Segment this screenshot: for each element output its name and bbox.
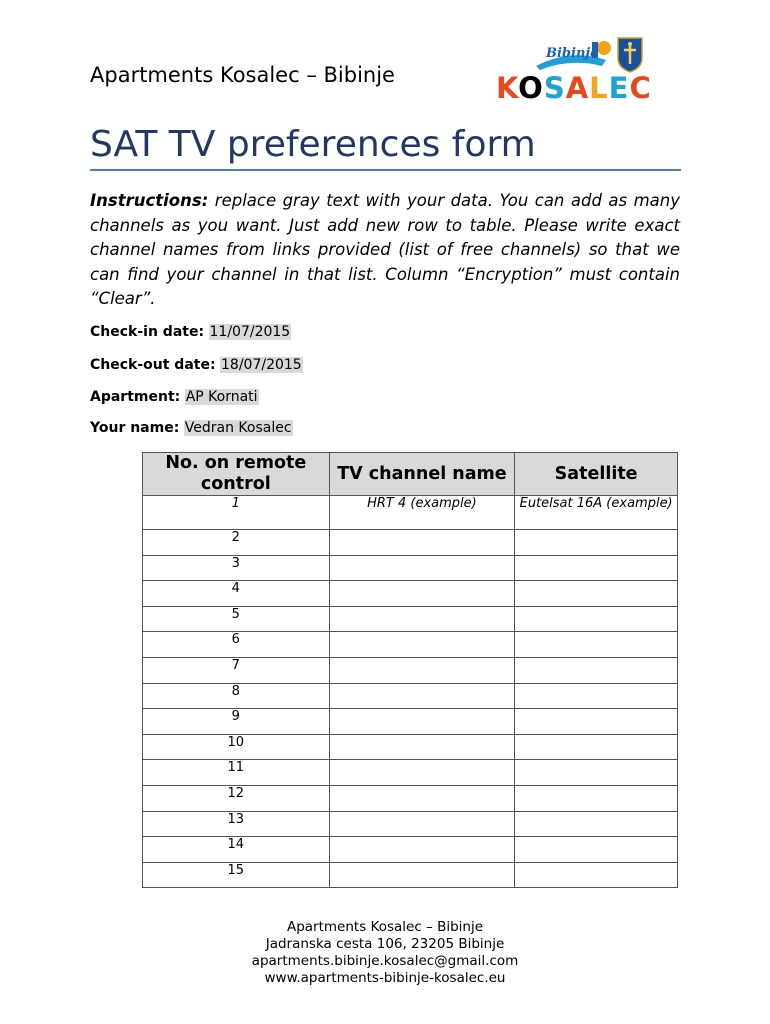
table-row: [143, 632, 678, 658]
table-row: [143, 657, 678, 683]
logo-letter: O: [518, 71, 544, 105]
table-row: [143, 811, 678, 837]
remote-number-cell: 6: [143, 632, 330, 658]
table-row: [143, 709, 678, 735]
logo-subtitle: Bibinje: [546, 46, 599, 61]
name-field: [90, 420, 293, 436]
instructions-text: replace gray text with your data. You can add as many channels as you want. Just add new row to table. Please write exact channel names from links provided (list of free channels) so that we can find your channel in that list. Column “Encryption” must contain “Clear”.: [90, 191, 680, 308]
name-value[interactable]: Vedran Kosalec: [184, 420, 292, 436]
header-remote-number: No. on remote control: [143, 453, 330, 496]
channel-name-cell[interactable]: HRT 4 (example): [329, 496, 515, 530]
remote-number-cell: 4: [143, 581, 330, 607]
header-channel-name: TV channel name: [329, 453, 515, 496]
channel-name-cell[interactable]: [329, 709, 515, 735]
kosalec-logo: [496, 36, 671, 106]
channel-name-cell[interactable]: [329, 734, 515, 760]
satellite-cell[interactable]: [515, 555, 678, 581]
remote-number-cell: 9: [143, 709, 330, 735]
remote-number-cell: 14: [143, 837, 330, 863]
remote-number-cell: 1: [143, 496, 330, 530]
header-title: Apartments Kosalec – Bibinje: [90, 63, 395, 87]
satellite-cell[interactable]: [515, 709, 678, 735]
table-header-row: [143, 453, 678, 496]
logo-letter: A: [565, 71, 590, 105]
apartment-label: Apartment:: [90, 389, 181, 405]
name-label: Your name:: [90, 420, 180, 436]
channel-name-cell[interactable]: [329, 530, 515, 556]
remote-number-cell: 13: [143, 811, 330, 837]
footer-name: Apartments Kosalec – Bibinje: [286, 919, 484, 935]
logo-letter: C: [629, 71, 652, 105]
logo-letter: L: [589, 71, 609, 105]
channel-name-cell[interactable]: [329, 606, 515, 632]
satellite-cell[interactable]: [515, 837, 678, 863]
table-row: [143, 734, 678, 760]
satellite-cell[interactable]: [515, 530, 678, 556]
satellite-cell[interactable]: [515, 632, 678, 658]
table-row: [143, 837, 678, 863]
apartment-field: [90, 389, 259, 405]
checkin-field: [90, 324, 291, 340]
checkout-label: Check-out date:: [90, 357, 216, 373]
channel-name-cell[interactable]: [329, 785, 515, 811]
satellite-cell[interactable]: [515, 657, 678, 683]
logo-letter: S: [543, 71, 566, 105]
channel-name-cell[interactable]: [329, 837, 515, 863]
table-row: [143, 530, 678, 556]
instructions-label: Instructions:: [90, 191, 209, 210]
channel-name-cell[interactable]: [329, 555, 515, 581]
checkout-field: [90, 357, 303, 373]
satellite-cell[interactable]: [515, 581, 678, 607]
channel-name-cell[interactable]: [329, 581, 515, 607]
remote-number-cell: 12: [143, 785, 330, 811]
table-row: [143, 606, 678, 632]
table-row: [143, 760, 678, 786]
channel-name-cell[interactable]: [329, 760, 515, 786]
footer-website[interactable]: www.apartments-bibinje-kosalec.eu: [264, 970, 506, 986]
table-row: [143, 683, 678, 709]
remote-number-cell: 15: [143, 862, 330, 888]
satellite-cell[interactable]: [515, 734, 678, 760]
remote-number-cell: 7: [143, 657, 330, 683]
page-title: SAT TV preferences form: [90, 124, 536, 165]
satellite-cell[interactable]: [515, 862, 678, 888]
remote-number-cell: 8: [143, 683, 330, 709]
table-row: [143, 555, 678, 581]
satellite-cell[interactable]: [515, 811, 678, 837]
channel-name-cell[interactable]: [329, 811, 515, 837]
satellite-cell[interactable]: [515, 760, 678, 786]
channel-name-cell[interactable]: [329, 657, 515, 683]
satellite-cell[interactable]: [515, 606, 678, 632]
table-row: [143, 785, 678, 811]
remote-number-cell: 2: [143, 530, 330, 556]
apartment-value[interactable]: AP Kornati: [185, 389, 258, 405]
satellite-cell[interactable]: [515, 683, 678, 709]
channels-table: [142, 452, 678, 888]
remote-number-cell: 5: [143, 606, 330, 632]
logo-wordmark: [496, 71, 652, 105]
table-row: [143, 581, 678, 607]
logo-letter: K: [496, 71, 519, 105]
satellite-cell[interactable]: Eutelsat 16A (example): [515, 496, 678, 530]
checkin-value[interactable]: 11/07/2015: [209, 324, 291, 340]
footer-email[interactable]: apartments.bibinje.kosalec@gmail.com: [251, 953, 519, 969]
channel-name-cell[interactable]: [329, 862, 515, 888]
table-row: [143, 496, 678, 530]
remote-number-cell: 3: [143, 555, 330, 581]
footer: [0, 919, 770, 987]
channel-name-cell[interactable]: [329, 683, 515, 709]
remote-number-cell: 11: [143, 760, 330, 786]
table-row: [143, 862, 678, 888]
satellite-cell[interactable]: [515, 785, 678, 811]
instructions-paragraph: [90, 189, 680, 312]
footer-address: Jadranska cesta 106, 23205 Bibinje: [265, 936, 505, 952]
header-satellite: Satellite: [515, 453, 678, 496]
checkin-label: Check-in date:: [90, 324, 205, 340]
remote-number-cell: 10: [143, 734, 330, 760]
title-divider: [90, 169, 681, 171]
logo-letter: E: [608, 71, 630, 105]
checkout-value[interactable]: 18/07/2015: [221, 357, 302, 373]
channel-name-cell[interactable]: [329, 632, 515, 658]
